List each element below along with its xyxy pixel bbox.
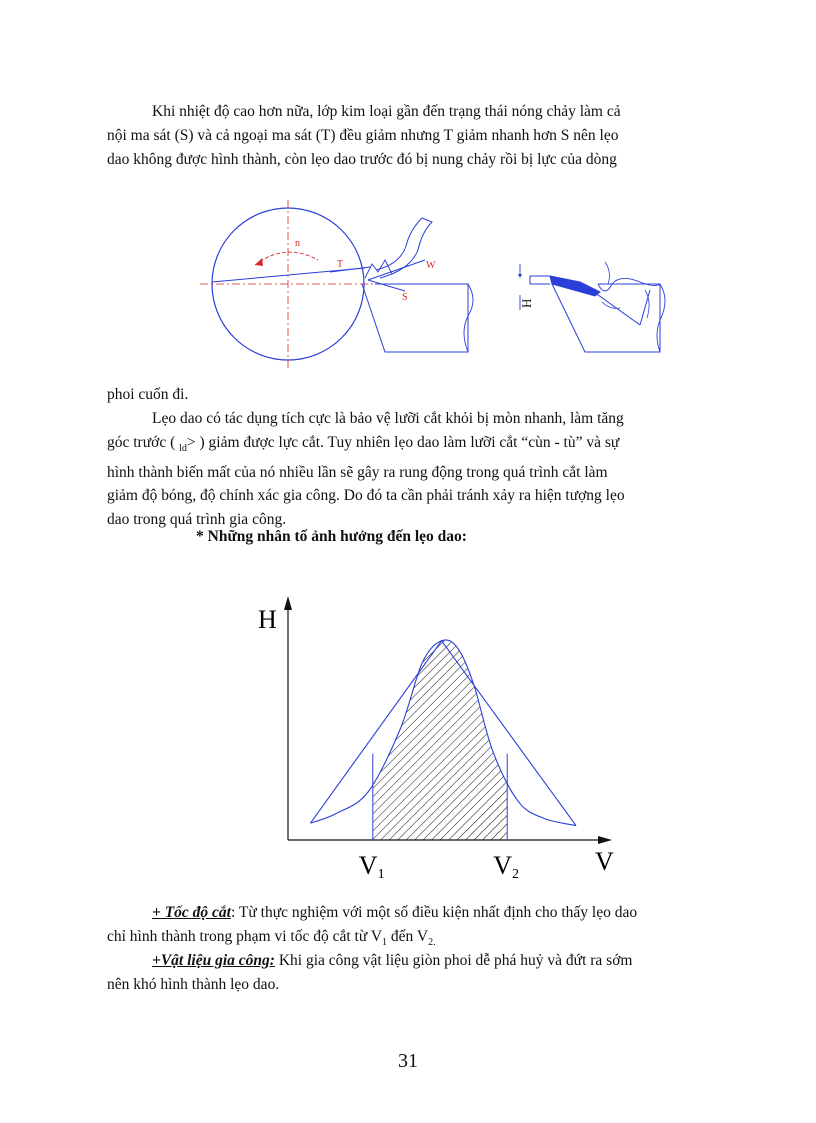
section-heading: * Những nhân tố ảnh hưởng đến lẹo dao: [196,528,467,545]
paragraph-1-cont [107,124,719,171]
label-S: S [402,292,408,303]
cutting-diagram [200,190,680,380]
paragraph-2 [107,407,719,431]
hatched-region [310,640,576,840]
paragraph-1-line-3: dao không được hình thành, còn lẹo dao trước đó bị nung chảy rồi bị lực của dòng [107,150,617,168]
paragraph-4 [107,949,719,973]
label-n: n [295,238,300,249]
paragraph-1-line-2: nội ma sát (S) và cả ngoại ma sát (T) đều giảm nhưng T giảm nhanh hơn S nên lẹo [107,127,619,144]
paragraph-3-line-2: chỉ hình thành trong phạm vi tốc độ cắt từ $V_1$ đến $V_{2.}$ [107,928,436,949]
paragraph-2-line-2: góc trước ( $_{ld}$> ) giảm được lực cắt. Tuy nhiên lẹo dao làm lưỡi cắt “cùn - tù” và sự [107,434,620,455]
paragraph-2-cont [107,431,719,531]
page-number: 31 [398,1050,418,1072]
paragraph-4-line-1: +Vật liệu gia công: Khi gia công vật liệu giòn phoi dễ phá huỷ và đứt ra sớm [152,952,633,969]
label-H: H [519,298,534,308]
paragraph-1-line-1: Khi nhiệt độ cao hơn nữa, lớp kim loại gần đến trạng thái nóng chảy làm cả [152,103,621,120]
paragraph-2-line-3: hình thành biến mất của nó nhiều lần sẽ gây ra rung động trong quá trình cắt làm [107,463,608,481]
paragraph-3 [107,901,719,925]
label-T: T [337,259,344,270]
paragraph-2-line-5: dao trong quá trình gia công. [107,510,287,528]
x-axis-label: V [595,847,614,876]
tick-label-v1: V1 [358,851,385,882]
paragraph-4-cont [107,973,719,997]
paragraph-2-line-4: giảm độ bóng, độ chính xác gia công. Do đó ta cần phải tránh xảy ra hiện tượng lẹo [107,487,625,505]
paragraph-1 [107,100,719,124]
tick-label-v2: V2 [493,851,519,882]
cutting-speed-label: + Tốc độ cắt [152,904,231,921]
y-axis-label: H [258,605,277,634]
paragraph-4-line-2: nên khó hình thành lẹo dao. [107,976,280,993]
built-up-edge-chart [240,590,640,890]
paragraph-3-line-1: + Tốc độ cắt: Từ thực nghiệm với một số điều kiện nhất định cho thấy lẹo dao [152,904,638,921]
workpiece-material-label: +Vật liệu gia công: [152,952,275,969]
paragraph-2-line-1: Lẹo dao có tác dụng tích cực là bảo vệ lưỡi cắt khỏi bị mòn nhanh, làm tăng [152,410,624,427]
paragraph-1-end: phoi cuốn đi. [107,386,189,403]
label-W: W [426,260,436,271]
